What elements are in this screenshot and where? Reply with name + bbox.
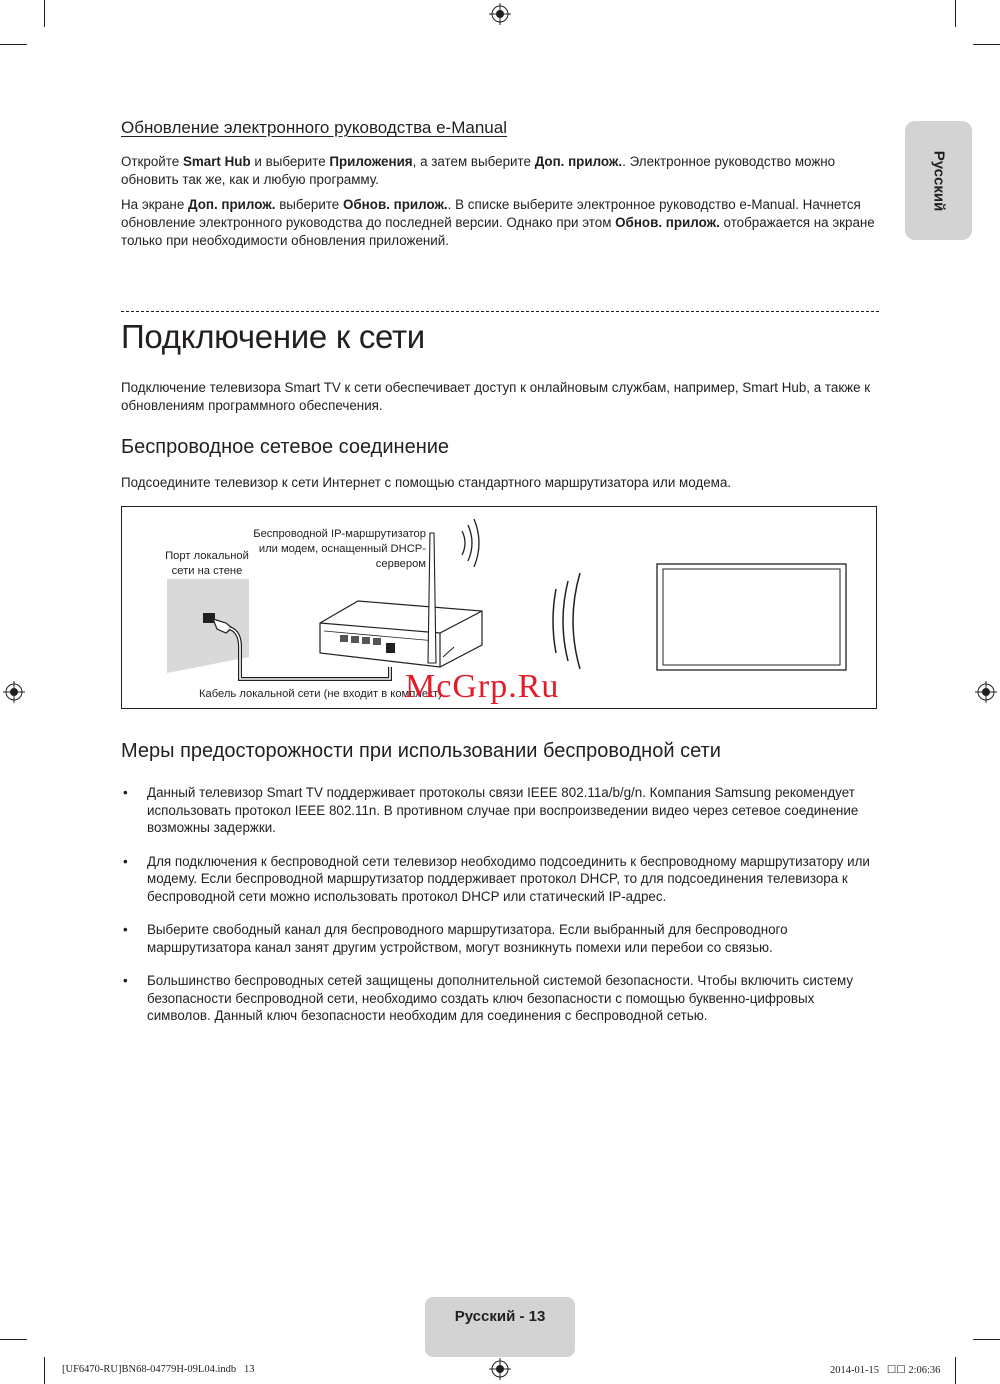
registration-mark-icon: [3, 681, 25, 703]
text-run: . Электронное руководство можно обновить так же, как и любую программу.: [121, 154, 836, 187]
list-item: [121, 784, 881, 837]
text-run: отображается на экране только при необходимости обновления приложений.: [121, 215, 875, 248]
registration-mark-icon: [975, 681, 997, 703]
bullet-icon: •: [123, 853, 128, 869]
crop-mark: [44, 0, 45, 27]
network-connection-intro: Подключение телевизора Smart TV к сети обеспечивает доступ к онлайновым службам, например, Smart Hub, а также к обновлениям программного обеспечения.: [121, 380, 871, 413]
router-label-line-2: или модем, оснащенный DHCP-: [258, 543, 426, 555]
crop-mark: [0, 1339, 27, 1340]
print-slug-left: [UF6470-RU]BN68-04779H-09L04.indb 13: [62, 1364, 255, 1375]
crop-mark: [0, 44, 27, 45]
wireless-connection-intro: Подсоедините телевизор к сети Интернет с помощью стандартного маршрутизатора или модема.: [121, 475, 732, 490]
crop-mark: [44, 1357, 45, 1384]
ui-term: Smart Hub: [182, 154, 251, 169]
list-item-text: Данный телевизор Smart TV поддерживает протоколы связи IEEE 802.11a/b/g/n. Компания Samsung рекомендует использовать протокол IEEE 802.11n. В противном случае при воспроизведении видео через сетевое соединение возможны задержки.: [147, 785, 859, 835]
crop-mark: [955, 0, 956, 27]
ui-term: Доп. прилож.: [534, 154, 623, 169]
wall-icon: [167, 579, 249, 673]
emanual-update-paragraph-1: [121, 153, 881, 189]
text-run: выберите: [275, 197, 343, 212]
list-item: [121, 921, 881, 956]
wireless-connection-heading: Беспроводное сетевое соединение: [121, 436, 450, 458]
list-item-text: Большинство беспроводных сетей защищены дополнительной системой безопасности. Чтобы включить систему безопасности беспроводной сети, необходимо создать ключ безопасности с помощью буквенно-цифровых символов. Данный ключ безопасности необходим для соединения с беспроводной сетью.: [147, 973, 854, 1023]
list-item: [121, 853, 881, 906]
text-run: . В списке выберите электронное руководство e-Manual. Начнется обновление электронного руководства до последней версии. Однако при этом: [121, 197, 861, 230]
network-connection-title: Подключение к сети: [121, 318, 425, 355]
emanual-update-heading: Обновление электронного руководства e-Manual: [121, 118, 507, 137]
tv-icon: [657, 564, 846, 670]
cable-label: Кабель локальной сети (не входит в комплект): [199, 688, 442, 700]
watermark: McGrp.Ru: [405, 668, 560, 705]
bullet-icon: •: [123, 785, 128, 800]
crop-mark: [973, 44, 1000, 45]
language-side-tab: [905, 121, 972, 240]
registration-mark-icon: [489, 3, 511, 25]
router-signal-icon: [462, 519, 479, 567]
precautions-list: [121, 784, 881, 1041]
language-side-tab-label: Русский: [930, 150, 947, 211]
page-number-tab: [425, 1297, 575, 1357]
registration-mark-icon: [489, 1358, 511, 1380]
precautions-heading: Меры предосторожности при использовании беспроводной сети: [121, 740, 721, 762]
crop-mark: [973, 1339, 1000, 1340]
wireless-signal-icon: [553, 573, 580, 669]
crop-mark: [955, 1357, 956, 1384]
bullet-icon: •: [123, 973, 128, 988]
section-divider: [121, 311, 879, 312]
wall-port-label-line-1: Порт локальной: [165, 550, 249, 562]
list-item: [121, 972, 881, 1025]
print-slug-right: 2014-01-15 ☐☐ 2:06:36: [830, 1365, 941, 1376]
text-run: и выберите: [250, 154, 330, 169]
text-run: На экране: [121, 197, 188, 212]
ui-term: Обнов. прилож.: [342, 197, 448, 212]
ui-term: Приложения: [329, 154, 413, 169]
page-number-label: Русский - 13: [454, 1308, 546, 1325]
list-item-text: Для подключения к беспроводной сети телевизор необходимо подсоединить к беспроводному маршрутизатору или модему. Если беспроводной маршрутизатор поддерживает протокол DHCP, то для подсоединения телевизора к беспроводной сети можно использовать протокол DHCP или статический IP-адрес.: [147, 853, 870, 904]
emanual-update-paragraph-2: [121, 196, 881, 250]
router-label: [240, 527, 426, 572]
text-run: Откройте: [121, 154, 183, 169]
ui-term: Обнов. прилож.: [615, 215, 720, 230]
wall-port-label-line-2: сети на стене: [171, 565, 243, 577]
bullet-icon: •: [123, 922, 128, 937]
list-item-text: Выберите свободный канал для беспроводного маршрутизатора. Если выбранный для беспроводного маршрутизатора канал занят другим устройством, могут возникнуть помехи или перебои со связью.: [147, 922, 788, 955]
router-label-line-1: Беспроводной IP-маршрутизатор: [253, 528, 426, 540]
router-label-line-3: сервером: [375, 558, 426, 570]
text-run: , а затем выберите: [412, 154, 535, 169]
ui-term: Доп. прилож.: [188, 197, 276, 212]
